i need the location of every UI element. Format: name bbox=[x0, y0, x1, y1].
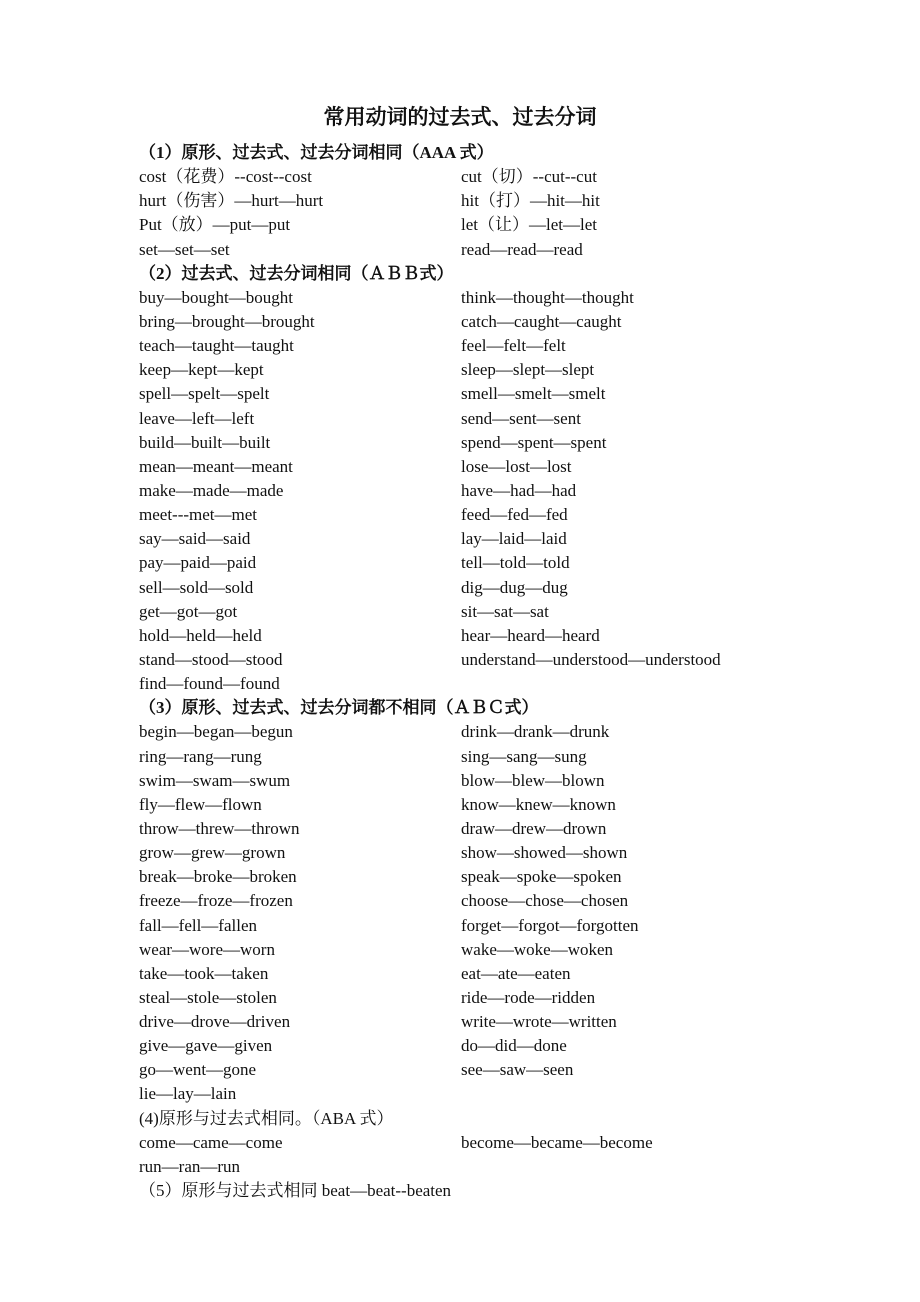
verb-row bbox=[139, 1058, 839, 1082]
verb-forms-left: Put（放）—put—put bbox=[139, 215, 291, 235]
verb-row bbox=[139, 817, 839, 841]
verb-forms-left: buy—bought—bought bbox=[139, 287, 293, 307]
verb-forms-right: have—had—had bbox=[461, 480, 577, 500]
verb-forms-left: ring—rang—rung bbox=[139, 746, 262, 766]
verb-forms-left: make—made—made bbox=[139, 480, 284, 500]
verb-forms-left: begin—began—begun bbox=[139, 722, 293, 742]
verb-row bbox=[139, 793, 839, 817]
verb-row bbox=[139, 213, 839, 237]
verb-row bbox=[139, 189, 839, 213]
verb-row bbox=[139, 551, 839, 575]
verb-forms-left: fly—flew—flown bbox=[139, 794, 262, 814]
verb-forms-left: go—went—gone bbox=[139, 1060, 257, 1080]
verb-forms-left: spell—spelt—spelt bbox=[139, 384, 270, 404]
verb-forms-left: grow—grew—grown bbox=[139, 843, 286, 863]
verb-forms-right: see—saw—seen bbox=[461, 1060, 574, 1080]
verb-forms-right: sing—sang—sung bbox=[461, 746, 587, 766]
verb-forms-left: steal—stole—stolen bbox=[139, 987, 277, 1007]
verb-forms-right: eat—ate—eaten bbox=[461, 963, 571, 983]
verb-forms-right: sit—sat—sat bbox=[461, 601, 549, 621]
verb-forms-left: keep—kept—kept bbox=[139, 360, 264, 380]
verb-forms-left: cost（花费）--cost--cost bbox=[139, 167, 312, 187]
verb-forms-right: wake—woke—woken bbox=[461, 939, 614, 959]
verb-forms-right: show—showed—shown bbox=[461, 843, 628, 863]
verb-forms-left: teach—taught—taught bbox=[139, 336, 294, 356]
verb-forms-left: drive—drove—driven bbox=[139, 1012, 291, 1032]
page-title bbox=[0, 101, 920, 131]
verb-row bbox=[139, 165, 839, 189]
section-heading: （2）过去式、过去分词相同（ＡＢＢ式） bbox=[139, 263, 454, 283]
verb-forms-left: throw—threw—thrown bbox=[139, 818, 300, 838]
verb-forms-left: take—took—taken bbox=[139, 963, 269, 983]
verb-row bbox=[139, 382, 839, 406]
verb-forms-right: feed—fed—fed bbox=[461, 505, 568, 525]
verb-forms-right: smell—smelt—smelt bbox=[461, 384, 606, 404]
verb-row bbox=[139, 986, 839, 1010]
verb-forms-right: catch—caught—caught bbox=[461, 311, 622, 331]
verb-row bbox=[139, 503, 839, 527]
verb-forms-left: find—found—found bbox=[139, 674, 280, 694]
verb-forms-right: dig—dug—dug bbox=[461, 577, 568, 597]
verb-row bbox=[139, 334, 839, 358]
verb-forms-left: set—set—set bbox=[139, 239, 230, 259]
verb-forms-right: choose—chose—chosen bbox=[461, 891, 629, 911]
verb-row bbox=[139, 624, 839, 648]
verb-forms-right: read—read—read bbox=[461, 239, 583, 259]
verb-forms-left: come—came—come bbox=[139, 1132, 283, 1152]
verb-row bbox=[139, 238, 839, 262]
verb-row bbox=[139, 479, 839, 503]
verb-forms-right: understand—understood—understood bbox=[461, 649, 721, 669]
verb-forms-left: mean—meant—meant bbox=[139, 456, 293, 476]
verb-forms-right: drink—drank—drunk bbox=[461, 722, 610, 742]
verb-forms-right: speak—spoke—spoken bbox=[461, 867, 622, 887]
verb-row bbox=[139, 1034, 839, 1058]
verb-forms-right: lay—laid—laid bbox=[461, 529, 567, 549]
verb-forms-right: cut（切）--cut--cut bbox=[461, 167, 597, 187]
section-heading: （3）原形、过去式、过去分词都不相同（ＡＢＣ式） bbox=[139, 698, 539, 718]
section-heading: （5）原形与过去式相同 beat—beat--beaten bbox=[139, 1181, 452, 1201]
verb-forms-right: sleep—slept—slept bbox=[461, 360, 595, 380]
verb-forms-right: know—knew—known bbox=[461, 794, 616, 814]
verb-forms-right: write—wrote—written bbox=[461, 1012, 617, 1032]
verb-forms-left: run—ran—run bbox=[139, 1156, 241, 1176]
verb-forms-left: sell—sold—sold bbox=[139, 577, 254, 597]
verb-row bbox=[139, 769, 839, 793]
verb-row bbox=[139, 865, 839, 889]
verb-row bbox=[139, 1010, 839, 1034]
verb-row bbox=[139, 914, 839, 938]
verb-row bbox=[139, 889, 839, 913]
verb-row bbox=[139, 358, 839, 382]
section-heading: （1）原形、过去式、过去分词相同（AAA 式） bbox=[139, 143, 494, 162]
verb-forms-right: let（让）—let—let bbox=[461, 215, 597, 235]
verb-forms-left: leave—left—left bbox=[139, 408, 255, 428]
verb-forms-right: spend—spent—spent bbox=[461, 432, 607, 452]
verb-forms-right: think—thought—thought bbox=[461, 287, 634, 307]
verb-row bbox=[139, 431, 839, 455]
verb-row bbox=[139, 962, 839, 986]
verb-forms-left: say—said—said bbox=[139, 529, 251, 549]
verb-forms-right: become—became—become bbox=[461, 1132, 653, 1152]
verb-row bbox=[139, 745, 839, 769]
verb-forms-left: meet---met—met bbox=[139, 505, 258, 525]
verb-forms-right: blow—blew—blown bbox=[461, 770, 605, 790]
verb-forms-left: stand—stood—stood bbox=[139, 649, 283, 669]
verb-forms-left: fall—fell—fallen bbox=[139, 915, 258, 935]
verb-forms-left: pay—paid—paid bbox=[139, 553, 257, 573]
verb-row bbox=[139, 1082, 839, 1106]
verb-row bbox=[139, 938, 839, 962]
verb-forms-left: lie—lay—lain bbox=[139, 1084, 237, 1104]
verb-forms-right: hit（打）—hit—hit bbox=[461, 191, 600, 211]
verb-forms-right: hear—heard—heard bbox=[461, 625, 600, 645]
verb-forms-right: send—sent—sent bbox=[461, 408, 581, 428]
verb-forms-right: ride—rode—ridden bbox=[461, 987, 596, 1007]
document-body bbox=[139, 141, 839, 1203]
verb-row bbox=[139, 407, 839, 431]
verb-row bbox=[139, 672, 839, 696]
verb-row bbox=[139, 841, 839, 865]
verb-row bbox=[139, 527, 839, 551]
verb-forms-right: draw—drew—drown bbox=[461, 818, 607, 838]
verb-forms-left: freeze—froze—frozen bbox=[139, 891, 293, 911]
verb-row bbox=[139, 648, 839, 672]
verb-row bbox=[139, 576, 839, 600]
verb-forms-left: hurt（伤害）—hurt—hurt bbox=[139, 191, 324, 211]
verb-forms-left: bring—brought—brought bbox=[139, 311, 315, 331]
verb-forms-right: do—did—done bbox=[461, 1036, 567, 1056]
title-text: 常用动词的过去式、过去分词 bbox=[323, 105, 597, 129]
section-heading: (4)原形与过去式相同。（ABA 式） bbox=[139, 1108, 394, 1128]
verb-forms-right: feel—felt—felt bbox=[461, 336, 566, 356]
verb-forms-left: hold—held—held bbox=[139, 625, 262, 645]
verb-forms-left: wear—wore—worn bbox=[139, 939, 275, 959]
verb-forms-left: get—got—got bbox=[139, 601, 238, 621]
verb-forms-right: tell—told—told bbox=[461, 553, 570, 573]
verb-row bbox=[139, 286, 839, 310]
verb-forms-left: build—built—built bbox=[139, 432, 271, 452]
verb-row bbox=[139, 1155, 839, 1179]
verb-row bbox=[139, 720, 839, 744]
verb-row bbox=[139, 1131, 839, 1155]
verb-row bbox=[139, 600, 839, 624]
verb-row bbox=[139, 310, 839, 334]
verb-forms-right: lose—lost—lost bbox=[461, 456, 572, 476]
verb-row bbox=[139, 455, 839, 479]
verb-forms-left: swim—swam—swum bbox=[139, 770, 291, 790]
verb-forms-left: give—gave—given bbox=[139, 1036, 273, 1056]
verb-forms-left: break—broke—broken bbox=[139, 867, 297, 887]
verb-forms-right: forget—forgot—forgotten bbox=[461, 915, 639, 935]
